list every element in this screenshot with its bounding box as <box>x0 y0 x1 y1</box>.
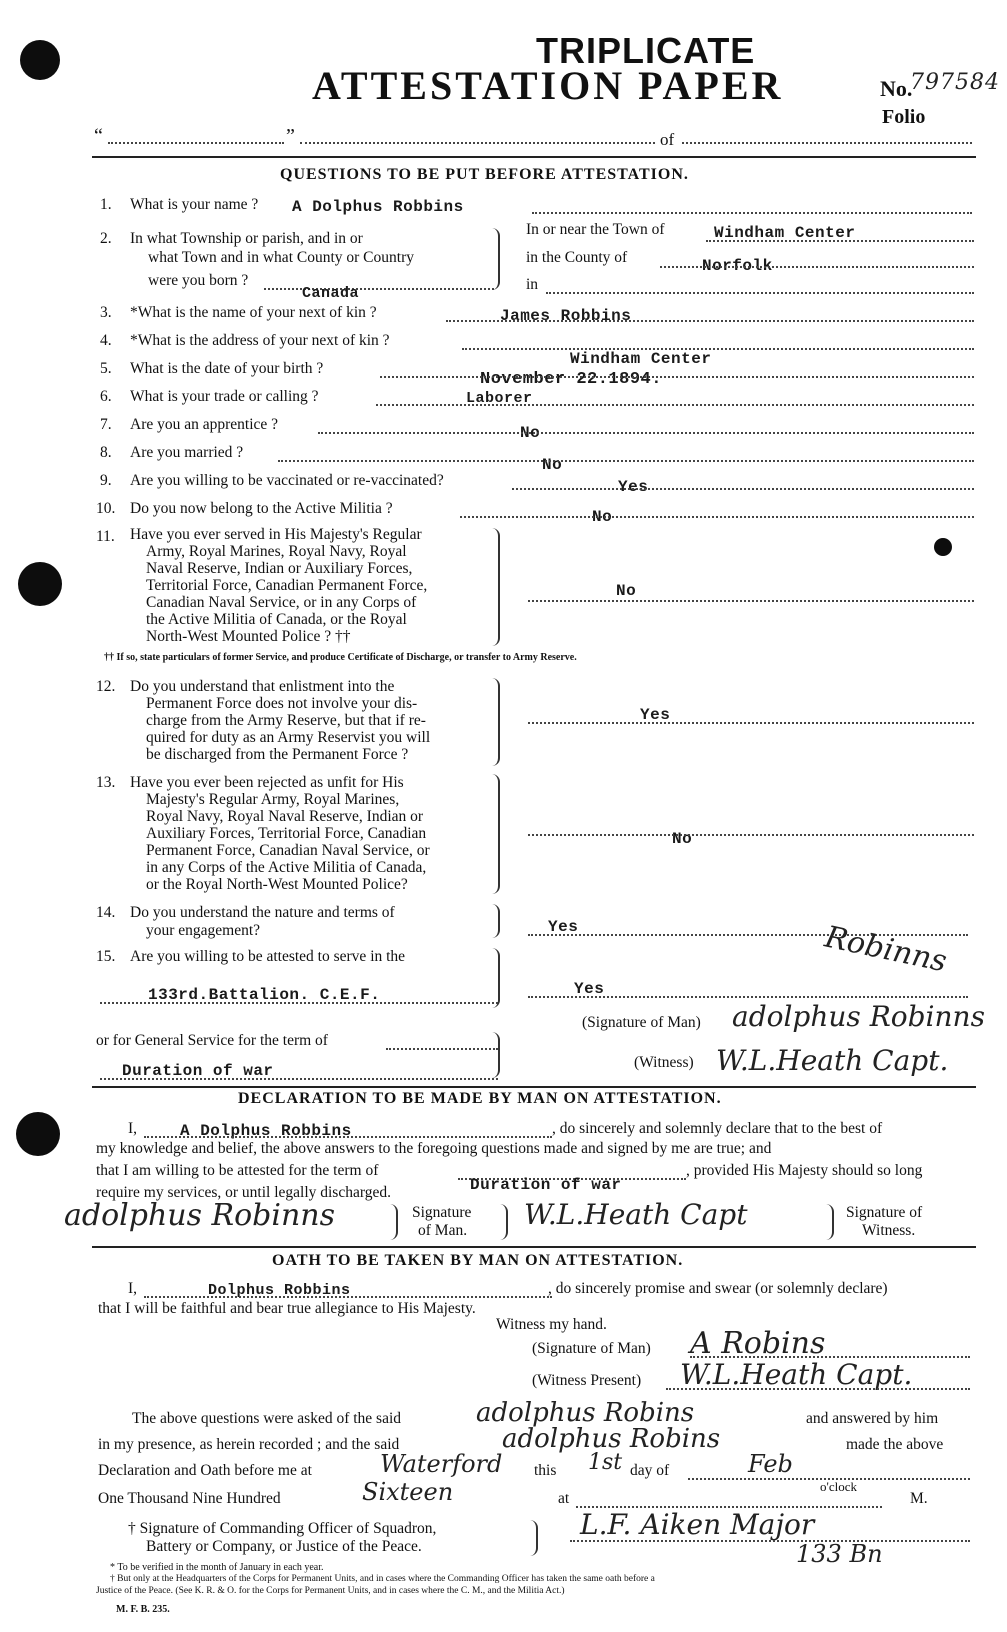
q1-line <box>532 212 972 214</box>
q12-brace <box>490 678 500 766</box>
q2-country-answer: Canada <box>302 285 360 302</box>
q2-line3: were you born ? <box>148 272 249 289</box>
footnote-3: Justice of the Peace. (See K. R. & O. for the Corps for Permanent Units, and in cases where the C. M., and the Militia Act.) <box>96 1586 565 1596</box>
q10-line <box>460 516 974 518</box>
of-label: of <box>660 130 675 149</box>
declaration-i: I, <box>128 1120 138 1137</box>
declaration-end-rule <box>92 1246 976 1248</box>
q7-answer: No <box>520 424 541 442</box>
q1-answer: A Dolphus Robbins <box>292 198 464 216</box>
q11-line-6: the Active Militia of Canada, or the Royal <box>146 611 407 628</box>
q4-number: 4. <box>100 332 112 349</box>
closing-line2a: in my presence, as herein recorded ; and the said <box>98 1436 400 1453</box>
q12-number: 12. <box>96 678 116 695</box>
q12-line-4: quired for duty as an Army Reservist you will <box>146 729 431 746</box>
q15-unit: 133rd.Battalion. C.E.F. <box>148 986 381 1004</box>
q15-text: Are you willing to be attested to serve in the <box>130 948 406 965</box>
declaration-sig-man-label-1: Signature <box>412 1204 472 1221</box>
q5-line <box>380 376 974 378</box>
q1-text: What is your name ? <box>130 196 259 213</box>
questions-heading: QUESTIONS TO BE PUT BEFORE ATTESTATION. <box>280 166 689 183</box>
q2-town-label: In or near the Town of <box>526 221 665 238</box>
declaration-brace-1 <box>390 1204 398 1240</box>
declaration-name-line <box>144 1136 552 1138</box>
q15-brace-2 <box>490 1032 500 1078</box>
co-brace <box>530 1520 538 1556</box>
oath-witness-line <box>666 1388 970 1390</box>
q9-answer: Yes <box>618 478 649 496</box>
q9-number: 9. <box>100 472 112 489</box>
quote-open: “ <box>94 125 103 147</box>
closing-m: M. <box>910 1490 928 1507</box>
q15-answer: Yes <box>574 980 605 998</box>
closing-line3a: Declaration and Oath before me at <box>98 1462 312 1479</box>
oath-witness-hand: Witness my hand. <box>496 1316 607 1333</box>
q7-number: 7. <box>100 416 112 433</box>
closing-oclock: o'clock <box>820 1479 857 1494</box>
unit-line <box>108 142 284 144</box>
punch-hole-middle <box>18 562 62 606</box>
oath-man-label: (Signature of Man) <box>532 1340 651 1357</box>
declaration-brace-3 <box>826 1204 834 1240</box>
q6-number: 6. <box>100 388 112 405</box>
closing-month-value: Feb <box>748 1450 793 1478</box>
q5-text: What is the date of your birth ? <box>130 360 324 377</box>
q15-answer-line <box>528 996 968 998</box>
man-signature: adolphus Robinns <box>732 1000 985 1033</box>
q6-text: What is your trade or calling ? <box>130 388 319 405</box>
closing-this: this <box>534 1462 557 1479</box>
q5-number: 5. <box>100 360 112 377</box>
punch-hole-bottom <box>16 1112 60 1156</box>
declaration-heading: DECLARATION TO BE MADE BY MAN ON ATTESTATION. <box>238 1090 722 1107</box>
q2-town-line <box>706 240 974 242</box>
q15-brace <box>490 948 500 1008</box>
closing-at: at <box>558 1490 570 1507</box>
q13-line-5: Permanent Force, Canadian Naval Service, or <box>146 842 430 859</box>
q3-answer: James Robbins <box>500 307 632 325</box>
q2-line2: what Town and in what County or Country <box>148 249 414 266</box>
closing-year-value: Sixteen <box>362 1478 454 1506</box>
q12-line-3: charge from the Army Reserve, but that if re- <box>146 712 426 729</box>
q11-line-5: Canadian Naval Service, or in any Corps of <box>146 594 417 611</box>
q15-term: Duration of war <box>122 1062 274 1080</box>
q12-line-1: Do you understand that enlistment into the <box>130 678 395 695</box>
footnote-2: † But only at the Headquarters of the Corps for Permanent Units, and in cases where the Commanding Officer has taken the same oath before a <box>110 1574 655 1584</box>
q8-line <box>278 460 974 462</box>
q15-general-line <box>386 1048 498 1050</box>
closing-line2-signature: adolphus Robins <box>502 1424 721 1454</box>
oath-witness-signature: W.L.Heath Capt. <box>680 1358 913 1391</box>
folio-label: Folio <box>882 106 926 128</box>
closing-line4a: One Thousand Nine Hundred <box>98 1490 281 1507</box>
declaration-line1-rest: , do sincerely and solemnly declare that to the best of <box>552 1120 883 1137</box>
q10-number: 10. <box>96 500 116 517</box>
signature-of-man-label: (Signature of Man) <box>582 1014 701 1031</box>
q10-answer: No <box>592 508 613 526</box>
q14-brace <box>490 904 500 938</box>
declaration-term: Duration of war <box>470 1176 622 1194</box>
q4-answer: Windham Center <box>570 350 712 368</box>
q11-line-1: Have you ever served in His Majesty's Regular <box>130 526 422 543</box>
q2-in-label: in <box>526 276 539 293</box>
q4-text: *What is the address of your next of kin ? <box>130 332 390 349</box>
q10-text: Do you now belong to the Active Militia ? <box>130 500 393 517</box>
q6-answer: Laborer <box>466 390 533 407</box>
co-signature-2: 133 Bn <box>796 1540 883 1568</box>
q11-line-dots <box>528 600 974 602</box>
q8-number: 8. <box>100 444 112 461</box>
q15-unit-line <box>100 1002 498 1004</box>
co-signature: L.F. Aiken Major <box>580 1508 815 1541</box>
declaration-man-signature: adolphus Robinns <box>64 1198 336 1233</box>
q12-line-dots <box>528 722 974 724</box>
document-number-label: No. <box>880 76 913 101</box>
q13-answer: No <box>672 830 693 848</box>
q13-brace <box>490 774 500 894</box>
q2-brace <box>490 228 500 290</box>
closing-place: Waterford <box>380 1450 503 1478</box>
declaration-sig-wit-label-1: Signature of <box>846 1204 923 1221</box>
declaration-brace-2 <box>500 1204 508 1240</box>
closing-line2b: made the above <box>846 1436 944 1453</box>
closing-day-value: 1st <box>588 1450 623 1475</box>
q11-number: 11. <box>96 528 115 545</box>
q15-number: 15. <box>96 948 116 965</box>
q5-answer: November 22.1894. <box>480 370 662 389</box>
q12-answer: Yes <box>640 706 671 724</box>
q13-line-1: Have you ever been rejected as unfit for His <box>130 774 404 791</box>
q2-county-label: in the County of <box>526 249 628 266</box>
header-rule <box>92 156 976 158</box>
footnote-1: * To be verified in the month of January in each year. <box>110 1562 324 1573</box>
unit-line-3 <box>682 142 972 144</box>
declaration-sig-wit-label-2: Witness. <box>862 1222 916 1239</box>
form-number: M. F. B. 235. <box>116 1604 170 1615</box>
q13-line-3: Royal Navy, Royal Naval Reserve, Indian or <box>146 808 424 825</box>
q8-text: Are you married ? <box>130 444 244 461</box>
q15-general-service: or for General Service for the term of <box>96 1032 328 1049</box>
co-label-1: † Signature of Commanding Officer of Squadron, <box>128 1520 437 1537</box>
q2-town-value: Windham Center <box>714 224 856 242</box>
q9-line <box>512 488 974 490</box>
declaration-name: A Dolphus Robbins <box>180 1122 352 1140</box>
q11-line-3: Naval Reserve, Indian or Auxiliary Forces, <box>146 560 413 577</box>
declaration-witness-signature: W.L.Heath Capt <box>524 1198 748 1231</box>
q4-line <box>462 348 974 350</box>
q13-line-6: in any Corps of the Active Militia of Canada, <box>146 859 427 876</box>
q2-number: 2. <box>100 230 112 247</box>
witness-signature: W.L.Heath Capt. <box>716 1044 949 1077</box>
q2-in-line <box>546 292 974 294</box>
q11-line-2: Army, Royal Marines, Royal Navy, Royal <box>146 543 407 560</box>
q6-line <box>376 404 974 406</box>
oath-name-line <box>144 1296 552 1298</box>
oath-heading: OATH TO BE TAKEN BY MAN ON ATTESTATION. <box>272 1252 684 1269</box>
q11-line-4: Territorial Force, Canadian Permanent Force, <box>146 577 428 594</box>
document-number-value: 797584 <box>910 70 1000 95</box>
declaration-sig-man-label-2: of Man. <box>418 1222 468 1239</box>
closing-line1b: and answered by him <box>806 1410 939 1427</box>
oath-name: Dolphus Robbins <box>208 1282 351 1299</box>
page-title: ATTESTATION PAPER <box>312 63 784 108</box>
co-label-2: Battery or Company, or Justice of the Peace. <box>146 1538 422 1555</box>
declaration-line2: my knowledge and belief, the above answers to the foregoing questions made and signed by me are true; and <box>96 1140 772 1157</box>
man-signature-surname: Robinns <box>821 919 950 980</box>
q13-line-7: or the Royal North-West Mounted Police? <box>146 876 408 893</box>
q11-line-7: North-West Mounted Police ? †† <box>146 628 351 645</box>
q13-number: 13. <box>96 774 116 791</box>
unit-line-2 <box>300 142 655 144</box>
q11-footnote: †† If so, state particulars of former Service, and produce Certificate of Discharge, or transfer to Army Reserve. <box>104 652 577 663</box>
oath-i: I, <box>128 1280 138 1297</box>
q12-line-5: be discharged from the Permanent Force ? <box>146 746 409 763</box>
q8-answer: No <box>542 456 563 474</box>
q7-line <box>318 432 974 434</box>
witness-label: (Witness) <box>634 1054 694 1071</box>
q3-number: 3. <box>100 304 112 321</box>
q13-line-2: Majesty's Regular Army, Royal Marines, <box>146 791 400 808</box>
closing-line1a: The above questions were asked of the said <box>132 1410 402 1427</box>
q14-line1: Do you understand the nature and terms of <box>130 904 395 921</box>
oath-line1-rest: , do sincerely promise and swear (or solemnly declare) <box>548 1280 888 1297</box>
declaration-line4: require my services, or until legally discharged. <box>96 1184 391 1201</box>
q7-text: Are you an apprentice ? <box>130 416 279 433</box>
q14-number: 14. <box>96 904 116 921</box>
punch-hole-top <box>20 40 60 80</box>
q2-line-dots <box>264 288 494 290</box>
q13-line-dots <box>528 834 974 836</box>
q14-answer: Yes <box>548 918 579 936</box>
triplicate-stamp: TRIPLICATE <box>536 30 756 71</box>
punch-mark-right <box>934 538 952 556</box>
oath-witness-label: (Witness Present) <box>532 1372 642 1389</box>
q12-line-2: Permanent Force does not involve your dis- <box>146 695 418 712</box>
declaration-line3a: that I am willing to be attested for the term of <box>96 1162 379 1179</box>
q9-text: Are you willing to be vaccinated or re-vaccinated? <box>130 472 444 489</box>
q15-term-line <box>100 1078 498 1080</box>
co-line <box>570 1540 970 1542</box>
q2-line1: In what Township or parish, and in or <box>130 230 363 247</box>
closing-day-label: day of <box>630 1462 670 1479</box>
q13-line-4: Auxiliary Forces, Territorial Force, Canadian <box>146 825 427 842</box>
q3-text: *What is the name of your next of kin ? <box>130 304 377 321</box>
closing-line1-signature: adolphus Robins <box>476 1398 695 1428</box>
questions-end-rule <box>92 1086 976 1088</box>
q3-line <box>446 320 974 322</box>
q14-line2: your engagement? <box>146 922 261 939</box>
q11-answer: No <box>616 582 637 600</box>
oath-man-signature: A Robins <box>690 1326 826 1361</box>
oath-line2: that I will be faithful and bear true allegiance to His Majesty. <box>98 1300 476 1317</box>
q2-county-value: Norfolk <box>702 257 773 275</box>
q11-brace <box>490 528 500 646</box>
q2-county-line <box>660 266 974 268</box>
quote-close: ” <box>286 125 295 147</box>
q1-number: 1. <box>100 196 112 213</box>
declaration-line3b: , provided His Majesty should so long <box>686 1162 923 1179</box>
